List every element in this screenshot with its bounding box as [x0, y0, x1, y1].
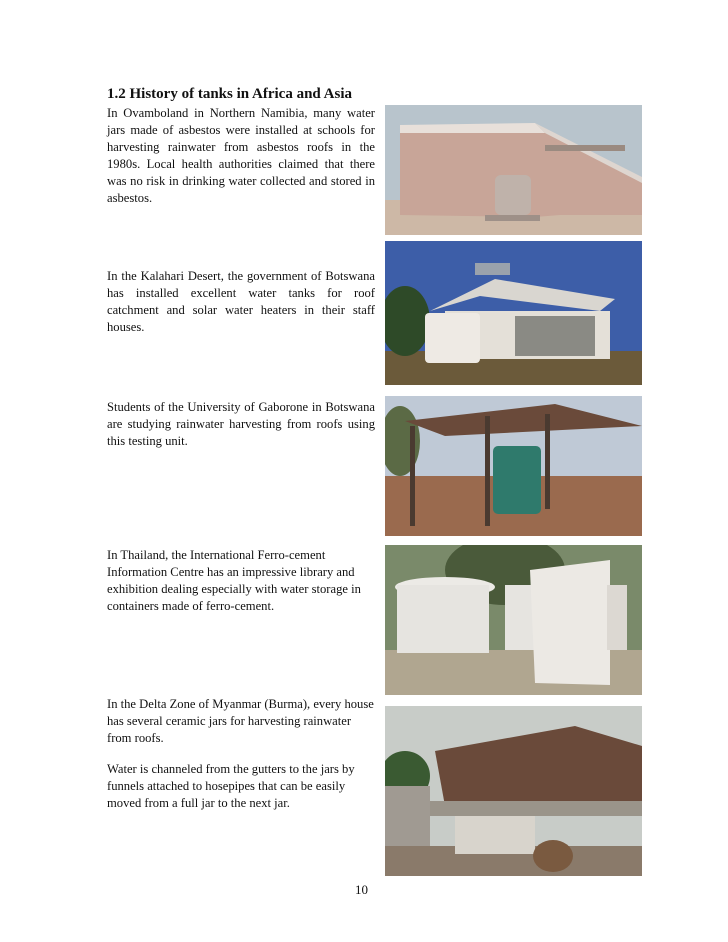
photo-thailand-ferrocement-tanks [385, 545, 642, 695]
photo-myanmar-ceramic-jars [385, 706, 642, 876]
paragraph-thailand: In Thailand, the International Ferro-cement Information Centre has an impressive library and exhibition dealing especially with water storage in containers made of ferro-cement. [107, 548, 361, 613]
paragraph-botswana: In the Kalahari Desert, the government of Botswana has installed excellent water tanks for roof catchment and solar water heaters in their staff houses. [107, 269, 375, 334]
paragraph-namibia: In Ovamboland in Northern Namibia, many water jars made of asbestos were installed at schools for harvesting rainwater from asbestos roofs in the 1980s. Local health authorities claimed that there was no risk in drinking water collected and stored in asbestos. [107, 106, 375, 205]
paragraph-gaborone: Students of the University of Gaborone in Botswana are studying rainwater harvesting from roofs using this testing unit. [107, 400, 375, 448]
paragraph-myanmar-channels: Water is channeled from the gutters to the jars by funnels attached to hosepipes that can be easily moved from a full jar to the next jar. [107, 762, 355, 810]
photo-namibia-school-jar [385, 105, 642, 235]
photo-botswana-house-tank [385, 241, 642, 385]
page-number: 10 [355, 882, 368, 897]
paragraph-myanmar: In the Delta Zone of Myanmar (Burma), every house has several ceramic jars for harvesting rainwater from roofs. [107, 697, 374, 745]
photo-gaborone-testing-unit [385, 396, 642, 536]
section-heading: 1.2 History of tanks in Africa and Asia [107, 86, 353, 102]
